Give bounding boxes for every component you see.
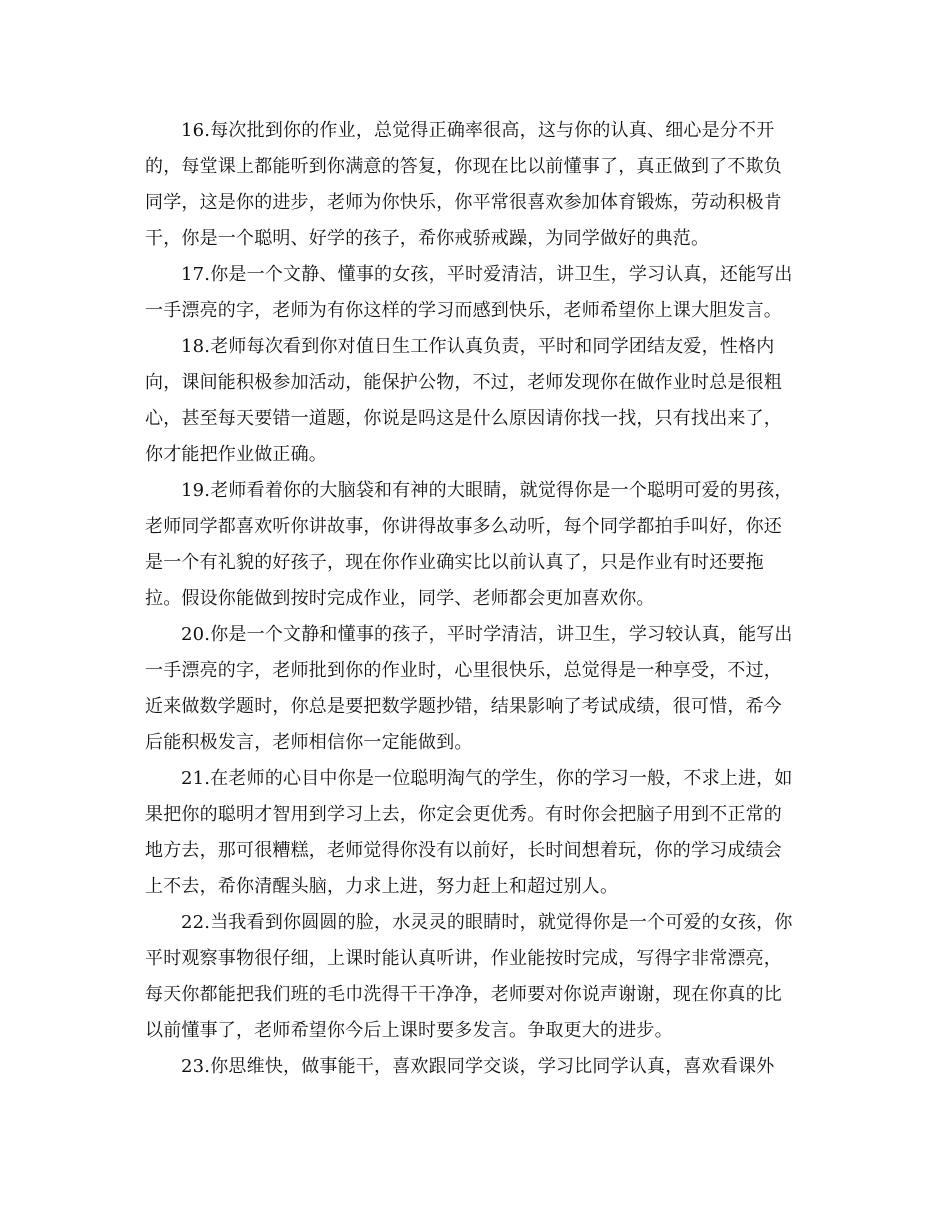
text-line: 心，甚至每天要错一道题，你说是吗这是什么原因请你找一找，只有找出来了， <box>145 408 782 429</box>
text-line: 后能积极发言，老师相信你一定能做到。 <box>145 732 473 753</box>
text-line: 21.在老师的心目中你是一位聪明淘气的学生，你的学习一般，不求上进，如 <box>181 768 793 789</box>
paragraph-16 <box>145 113 805 257</box>
text-line: 每天你都能把我们班的毛巾洗得干干净净，老师要对你说声谢谢，现在你真的比 <box>145 984 782 1005</box>
paragraph-22 <box>145 905 805 1049</box>
text-line: 20.你是一个文静和懂事的孩子，平时学清洁，讲卫生，学习较认真，能写出 <box>181 624 793 645</box>
text-line: 一手漂亮的字，老师为有你这样的学习而感到快乐，老师希望你上课大胆发言。 <box>145 300 782 321</box>
text-line: 拉。假设你能做到按时完成作业，同学、老师都会更加喜欢你。 <box>145 588 655 609</box>
text-line: 地方去，那可很糟糕，老师觉得你没有以前好，长时间想着玩，你的学习成绩会 <box>145 840 782 861</box>
text-line: 上不去，希你清醒头脑，力求上进，努力赶上和超过别人。 <box>145 876 619 897</box>
paragraph-19 <box>145 473 805 617</box>
text-line: 是一个有礼貌的好孩子，现在你作业确实比以前认真了，只是作业有时还要拖 <box>145 552 764 573</box>
text-line: 老师同学都喜欢听你讲故事，你讲得故事多么动听，每个同学都拍手叫好，你还 <box>145 516 782 537</box>
text-line: 18.老师每次看到你对值日生工作认真负责，平时和同学团结友爱，性格内 <box>181 336 775 357</box>
text-line: 你才能把作业做正确。 <box>145 444 327 465</box>
text-line: 以前懂事了，老师希望你今后上课时要多发言。争取更大的进步。 <box>145 1020 673 1041</box>
text-line: 向，课间能积极参加活动，能保护公物，不过，老师发现你在做作业时总是很粗 <box>145 372 782 393</box>
text-line: 23.你思维快，做事能干，喜欢跟同学交谈，学习比同学认真，喜欢看课外 <box>181 1056 775 1077</box>
text-line: 17.你是一个文静、懂事的女孩，平时爱清洁，讲卫生，学习认真，还能写出 <box>181 264 793 285</box>
text-line: 同学，这是你的进步，老师为你快乐，你平常很喜欢参加体育锻炼，劳动积极肯 <box>145 192 782 213</box>
paragraph-23 <box>145 1049 805 1085</box>
paragraph-17 <box>145 257 805 329</box>
text-line: 16.每次批到你的作业，总觉得正确率很高，这与你的认真、细心是分不开 <box>181 120 775 141</box>
paragraph-20 <box>145 617 805 761</box>
text-line: 果把你的聪明才智用到学习上去，你定会更优秀。有时你会把脑子用到不正常的 <box>145 804 782 825</box>
text-line: 的，每堂课上都能听到你满意的答复，你现在比以前懂事了，真正做到了不欺负 <box>145 156 782 177</box>
text-line: 平时观察事物很仔细，上课时能认真听讲，作业能按时完成，写得字非常漂亮， <box>145 948 782 969</box>
text-line: 干，你是一个聪明、好学的孩子，希你戒骄戒躁，为同学做好的典范。 <box>145 228 710 249</box>
paragraph-21 <box>145 761 805 905</box>
document-body <box>145 113 805 1085</box>
text-line: 19.老师看着你的大脑袋和有神的大眼睛，就觉得你是一个聪明可爱的男孩， <box>181 480 793 501</box>
text-line: 一手漂亮的字，老师批到你的作业时，心里很快乐，总觉得是一种享受，不过， <box>145 660 782 681</box>
text-line: 近来做数学题时，你总是要把数学题抄错，结果影响了考试成绩，很可惜，希今 <box>145 696 782 717</box>
text-line: 22.当我看到你圆圆的脸，水灵灵的眼睛时，就觉得你是一个可爱的女孩，你 <box>181 912 793 933</box>
paragraph-18 <box>145 329 805 473</box>
